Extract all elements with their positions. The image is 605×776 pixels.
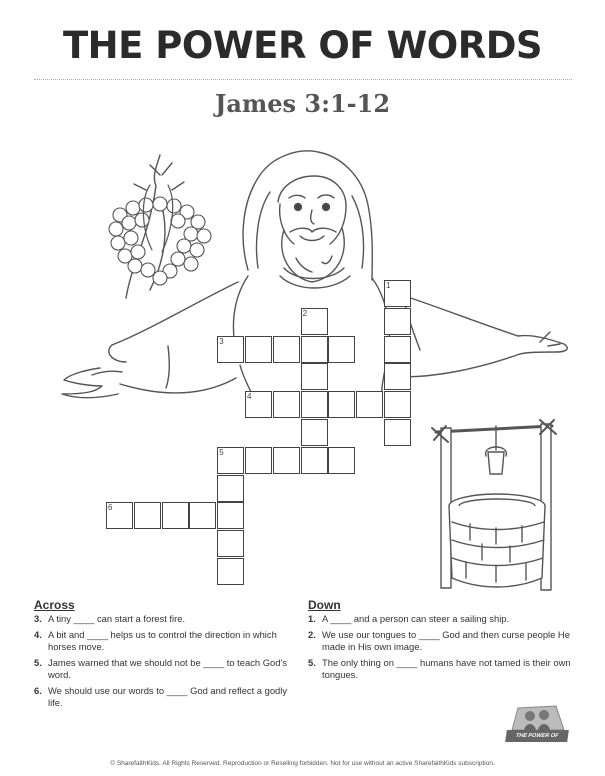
down-heading: Down — [308, 598, 341, 612]
cell-number: 2 — [302, 308, 308, 318]
crossword-cell[interactable] — [273, 447, 300, 474]
clue-text: We should use our words to ____ God and reflect a godly life. — [48, 685, 288, 708]
grapes-illustration — [109, 155, 211, 298]
crossword-cell[interactable] — [301, 391, 328, 418]
copyright-footer: © SharefaithKids. All Rights Reserved. Reproduction or Reselling forbidden. Not for use without an active SharefaithKids subscription. — [110, 760, 495, 767]
crossword-cell[interactable] — [384, 336, 411, 363]
crossword-cell[interactable] — [217, 475, 244, 502]
clue-number: 1. — [308, 613, 316, 624]
well-illustration — [432, 420, 556, 590]
cell-number: 5 — [219, 447, 224, 457]
crossword-cell[interactable] — [384, 419, 411, 446]
page-title: THE POWER OF WORDS — [62, 24, 543, 67]
crossword-cell[interactable] — [245, 447, 272, 474]
crossword-cell[interactable] — [217, 530, 244, 557]
across-clue-4 — [34, 629, 294, 653]
down-clue-2 — [308, 629, 578, 653]
scripture-reference: James 3:1-12 — [214, 89, 391, 118]
cell-number: 4 — [247, 392, 252, 402]
crossword-cell[interactable] — [134, 502, 161, 529]
clue-number: 5. — [308, 657, 316, 668]
crossword-cell[interactable] — [301, 336, 328, 363]
clue-text: A bit and ____ helps us to control the direction in which horses move. — [48, 629, 277, 652]
crossword-cell[interactable] — [301, 363, 328, 390]
down-clues — [308, 598, 578, 685]
crossword-cell[interactable] — [162, 502, 189, 529]
down-clue-1 — [308, 613, 578, 625]
clue-text: We use our tongues to ____ God and then curse people He made in His own image. — [322, 629, 570, 652]
crossword-cell[interactable] — [384, 391, 411, 418]
clue-text: James warned that we should not be ____ to teach God’s word. — [48, 657, 288, 680]
clue-number: 3. — [34, 613, 42, 624]
clue-text: The only thing on ____ humans have not tamed is their own tongues. — [322, 657, 571, 680]
crossword-cell[interactable] — [301, 447, 328, 474]
across-clue-5 — [34, 657, 294, 681]
across-heading: Across — [34, 598, 75, 612]
crossword-cell[interactable] — [356, 391, 383, 418]
crossword-cell[interactable] — [301, 419, 328, 446]
crossword-cell[interactable] — [273, 336, 300, 363]
worksheet-logo — [504, 702, 570, 750]
down-clue-5 — [308, 657, 578, 681]
clue-number: 2. — [308, 629, 316, 640]
crossword-cell[interactable] — [245, 336, 272, 363]
crossword-cell[interactable] — [217, 502, 244, 529]
crossword-cell[interactable] — [273, 391, 300, 418]
crossword-cell[interactable] — [328, 391, 355, 418]
crossword-cell[interactable] — [189, 502, 216, 529]
clue-text: A tiny ____ can start a forest fire. — [48, 613, 186, 624]
across-clue-6 — [34, 685, 294, 709]
across-clues — [34, 598, 294, 713]
clue-number: 5. — [34, 657, 42, 668]
clue-number: 6. — [34, 685, 42, 696]
logo-banner: THE POWER OF WORDS — [505, 730, 569, 742]
cell-number: 3 — [219, 336, 224, 346]
across-clue-3 — [34, 613, 294, 625]
crossword-cell[interactable] — [328, 336, 355, 363]
crossword-cell[interactable] — [384, 363, 411, 390]
cell-number: 6 — [108, 503, 113, 513]
cell-number: 1 — [386, 281, 391, 290]
crossword-cell[interactable] — [384, 308, 411, 335]
crossword-cell[interactable] — [217, 558, 244, 585]
clue-number: 4. — [34, 629, 42, 640]
crossword-cell[interactable] — [328, 447, 355, 474]
clue-text: A ____ and a person can steer a sailing ship. — [322, 613, 510, 624]
